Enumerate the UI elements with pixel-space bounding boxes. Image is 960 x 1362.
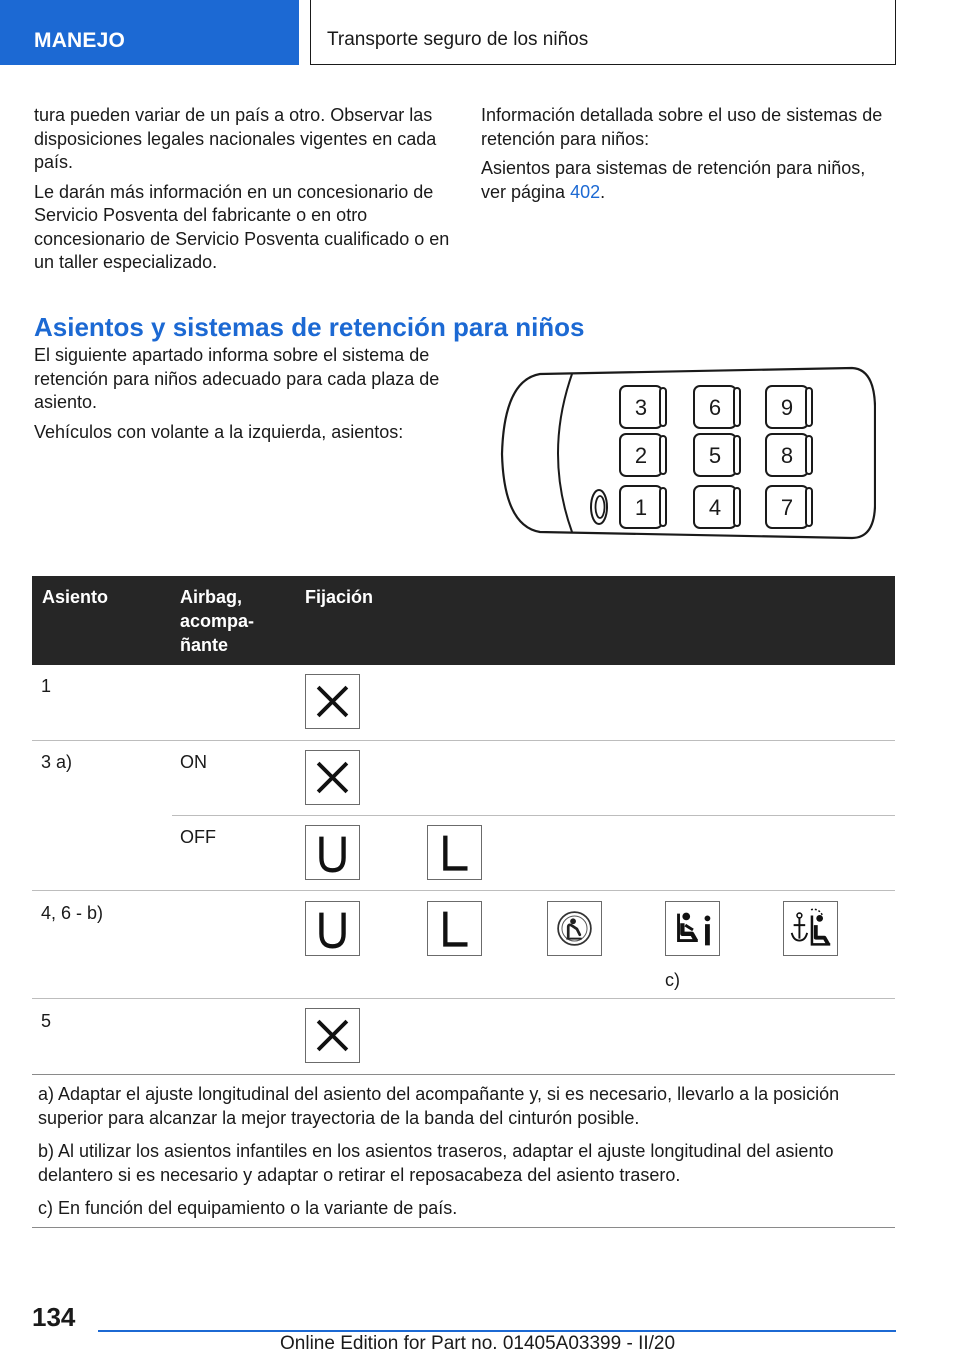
seat-number: 7 <box>780 495 794 520</box>
seat-number: 8 <box>780 443 794 468</box>
paragraph <box>481 157 891 204</box>
seat-number: 9 <box>780 395 794 420</box>
seat-number: 6 <box>708 395 722 420</box>
paragraph-text: Asientos para sistemas de retención para niños, ver página <box>481 158 866 202</box>
seat-number: 5 <box>708 443 722 468</box>
header-chapter-box <box>310 0 896 65</box>
seat-layout-diagram <box>500 366 876 542</box>
row-divider <box>172 815 895 816</box>
seat-number: 3 <box>634 395 648 420</box>
table-cell-seat: 4, 6 - b) <box>41 903 104 923</box>
paragraph-end: . <box>600 181 606 202</box>
notes-divider <box>32 1227 895 1228</box>
icon-footnote-ref: c) <box>665 970 680 990</box>
seat-number: 1 <box>634 495 648 520</box>
footer-rule <box>98 1330 896 1332</box>
paragraph: Vehículos con volante a la izquierda, asientos: <box>34 421 404 442</box>
x-mark-icon <box>305 674 360 729</box>
row-divider <box>32 1074 895 1075</box>
table-cell-airbag: OFF <box>180 827 216 847</box>
x-mark-icon <box>305 750 360 805</box>
page-link[interactable]: 402 <box>570 181 601 202</box>
column-header-fixation: Fijación <box>305 587 374 607</box>
left-column-text <box>34 104 450 281</box>
x-mark-icon <box>305 1008 360 1063</box>
seat-number: 4 <box>708 495 722 520</box>
section-title: Asientos y sistemas de retención para niños <box>34 312 585 342</box>
footnote: a) Adaptar el ajuste longitudinal del asiento del acompañante y, si es necesario, llevarlo a la posición superior para alcanzar la mejor trayectoria de la banda del cinturón posible. <box>38 1084 840 1128</box>
table-cell-seat: 3 a) <box>41 752 73 772</box>
letter-u-icon <box>305 825 360 880</box>
footnote: b) Al utilizar los asientos infantiles en los asientos traseros, adaptar el ajuste longitudinal del asiento delantero si es necesario y adaptar o retirar el reposacabeza del asiento trasero. <box>38 1141 834 1185</box>
table-cell-seat: 5 <box>41 1011 52 1031</box>
table-cell-seat: 1 <box>41 676 52 696</box>
isofix-seat-icon <box>547 901 602 956</box>
header-section-label: MANEJO <box>34 29 126 52</box>
letter-u-icon <box>305 901 360 956</box>
row-divider <box>32 998 895 999</box>
row-divider <box>32 890 895 891</box>
column-header-airbag: Airbag, acompa- ñante <box>180 587 255 655</box>
steering-wheel-icon <box>591 490 607 524</box>
right-column-text <box>481 104 891 210</box>
seat-layout-svg <box>500 366 876 542</box>
seat-number: 2 <box>634 443 648 468</box>
paragraph: El siguiente apartado informa sobre el sistema de retención para niños adecuado para cada plaza de asiento. <box>34 345 440 412</box>
anchor-child-seat-icon <box>783 901 838 956</box>
child-seat-info-icon <box>665 901 720 956</box>
paragraph: tura pueden variar de un país a otro. Observar las disposiciones legales nacionales vigentes en cada país. <box>34 105 437 172</box>
column-header-seat: Asiento <box>42 587 109 607</box>
header-section-tab <box>0 0 299 65</box>
footer-edition-text: Online Edition for Part no. 01405A03399 - II/20 <box>280 1333 676 1354</box>
paragraph: Le darán más información en un concesionario de Servicio Posventa del fabricante o en otro concesionario de Servicio Posventa cualificado o en un taller especializado. <box>34 181 450 272</box>
paragraph: Información detallada sobre el uso de sistemas de retención para niños: <box>481 105 883 149</box>
letter-l-icon <box>427 825 482 880</box>
table-cell-airbag: ON <box>180 752 207 772</box>
table-header <box>32 576 895 665</box>
section-intro <box>34 344 444 450</box>
row-divider <box>32 740 895 741</box>
header-chapter-label: Transporte seguro de los niños <box>327 29 589 50</box>
page-number: 134 <box>32 1302 76 1332</box>
footnote: c) En función del equipamiento o la variante de país. <box>38 1198 458 1218</box>
letter-l-icon <box>427 901 482 956</box>
table-footnotes <box>38 1082 888 1229</box>
